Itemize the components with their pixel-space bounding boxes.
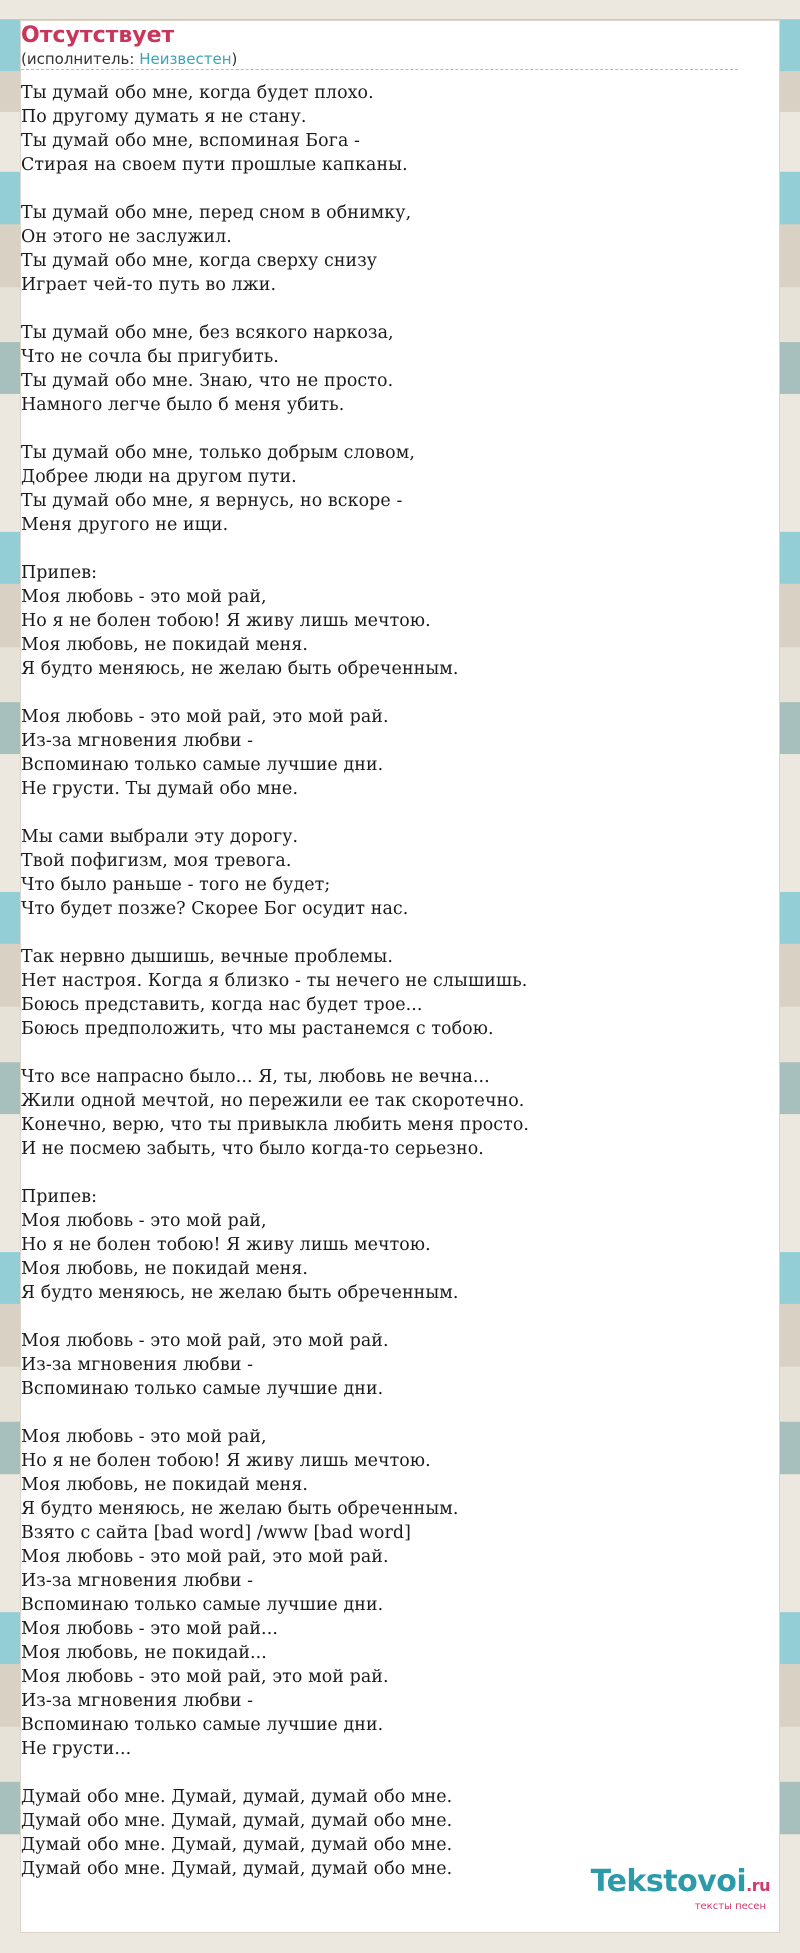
logo-tld: .ru bbox=[746, 1876, 770, 1895]
artist-link[interactable]: Неизвестен bbox=[139, 50, 232, 68]
song-title: Отсутствует bbox=[21, 23, 175, 48]
artist-prefix: (исполнитель: bbox=[21, 50, 140, 68]
lyrics-text: Ты думай обо мне, когда будет плохо. По другому думать я не стану. Ты думай обо мне, вспоминая Бога - Стирая на своем пути прошлые капканы. Ты думай обо мне, перед сном в обнимку, Он этого не заслужил. Ты думай обо мне, когда сверху снизу Играет чей-то путь во лжи. Ты думай обо мне, без всякого наркоза, Что не сочла бы пригубить. Ты думай обо мне. Знаю, что не просто. Намного легче было б меня убить. Ты думай обо мне, только добрым словом, Добрее люди на другом пути. Ты думай обо мне, я вернусь, но вскоре - Меня другого не ищи. Припев: Моя любовь - это мой рай, Но я не болен тобою! Я живу лишь мечтою. Моя любовь, не покидай меня. Я будто меняюсь, не желаю быть обреченным. Моя любовь - это мой рай, это мой рай. Из-за мгновения любви - Вспоминаю только самые лучшие дни. Не грусти. Ты думай обо мне. Мы сами выбрали эту дорогу. Твой пофигизм, моя тревога. Что было раньше - того не будет; Что будет позже? Скорее Бог осудит нас. Так нервно дышишь, вечные проблемы. Нет настроя. Когда я близко - ты нечего не слышишь. Боюсь представить, когда нас будет трое... Боюсь предположить, что мы растанемся с тобою. Что все напрасно было... Я, ты, любовь не вечна... Жили одной мечтой, но пережили ее так скоротечно. Конечно, верю, что ты привыкла любить меня просто. И не посмею забыть, что было когда-то серьезно. Припев: Моя любовь - это мой рай, Но я не болен тобою! Я живу лишь мечтою. Моя любовь, не покидай меня. Я будто меняюсь, не желаю быть обреченным. Моя любовь - это мой рай, это мой рай. Из-за мгновения любви - Вспоминаю только самые лучшие дни. Моя любовь - это мой рай, Но я не болен тобою! Я живу лишь мечтою. Моя любовь, не покидай меня. Я будто меняюсь, не желаю быть обреченным. Взято с сайта [bad word] /www [bad word] Моя любовь - это мой рай, это мой рай. Из-за мгновения любви - Вспоминаю только самые лучшие дни. Моя любовь - это мой рай... Моя любовь, не покидай... Моя любовь - это мой рай, это мой рай. Из-за мгновения любви - Вспоминаю только самые лучшие дни. Не грусти... Думай обо мне. Думай, думай, думай обо мне. Думай обо мне. Думай, думай, думай обо мне. Думай обо мне. Думай, думай, думай обо мне. Думай обо мне. Думай, думай, думай обо мне. bbox=[21, 83, 530, 1879]
song-header bbox=[21, 22, 738, 70]
artist-suffix: ) bbox=[231, 50, 238, 68]
logo-name: Tekstovoi bbox=[590, 1864, 747, 1899]
site-logo[interactable] bbox=[591, 1866, 770, 1912]
logo-tagline: тексты песен bbox=[694, 1901, 766, 1912]
logo-wordmark bbox=[591, 1866, 770, 1902]
artist-line bbox=[21, 50, 738, 70]
